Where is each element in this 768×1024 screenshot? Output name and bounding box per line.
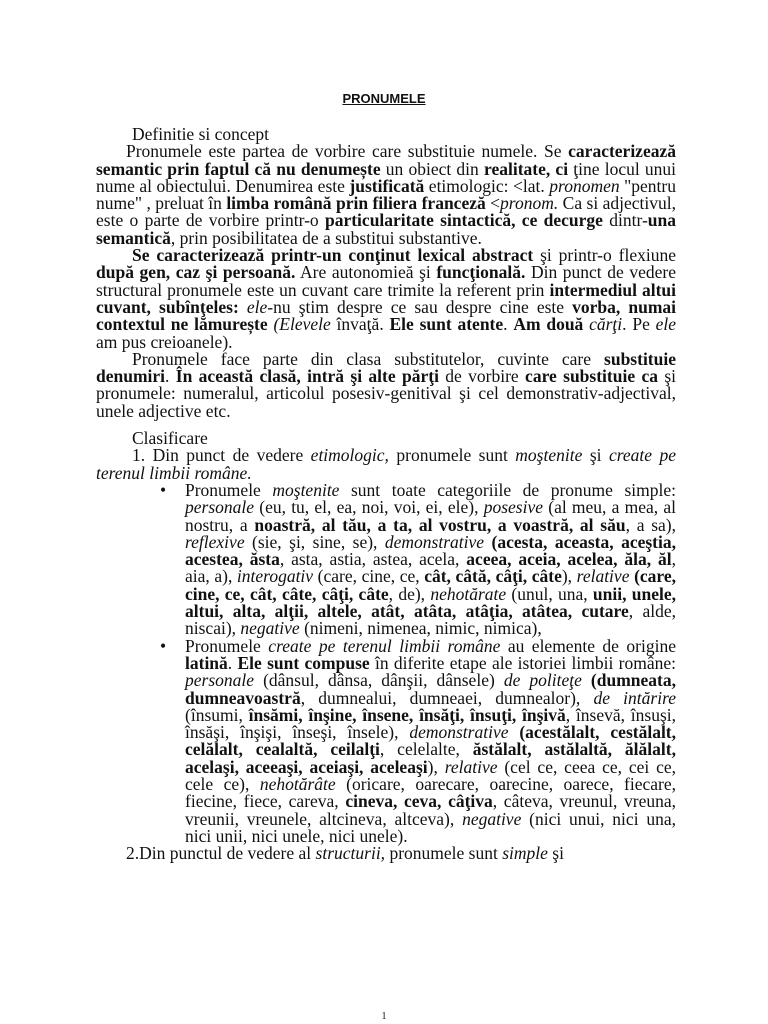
page-title: PRONUMELE [342,91,426,106]
italic-text: de politeţe [503,670,582,691]
bold-text: unii, unele, altui, alta, alţii, altele, atât, atâta, atâţia, atâtea, cutare [185,583,676,622]
italic-text: ele [246,296,268,317]
bold-text: latină [185,652,228,673]
bold-text: particularitate sintactică, ce decurge [324,210,603,231]
bold-text: cât, câtă, câţi, câte [424,566,562,587]
italic-text: structurii, [315,843,386,864]
bold-text: intermediul altui cuvant, subînţeles: [96,279,676,317]
italic-text: negative [462,808,522,829]
bold-text: limba română prin filiera franceză [226,193,486,214]
italic-text: etimologic, [310,445,389,466]
bold-text: caracterizează semantic prin faptul că nu denumește [96,141,676,179]
italic-text: (Elevele [273,314,331,335]
italic-text: create pe terenul limbii române. [96,445,676,483]
italic-text: demonstrative [384,531,485,552]
bold-text: însămi, înşine, însene, însăţi, însuţi, înşivă [248,704,566,725]
bold-text: (acesta, aceasta, aceştia, acestea, ăsta [185,531,676,570]
list-item [160,635,677,846]
page-number: 1 [381,1011,387,1022]
italic-text: pronom. [500,193,559,214]
italic-text: simple [502,843,548,864]
classification-list [96,479,677,846]
bold-text: realitate, ci [484,158,569,179]
italic-text: de intărire [593,687,677,708]
bold-text: după gen, caz şi persoană. [96,262,296,283]
italic-text: relative [444,756,498,777]
bold-text: (care, cine, ce, cât, câte, câţi, câte [185,566,677,604]
bold-text: ăstălalt, astălaltă, ălălalt, acelaşi, aceeaşi, aceiaşi, aceleaşi [185,739,676,777]
bold-text: una semantică [96,210,676,248]
bold-text: care substituie ca [525,366,658,387]
bold-text: În această clasă, intră şi alte părţi [175,366,439,387]
italic-text: reflexive [185,531,245,552]
paragraph: Pronumele este partea de vorbire care substituie numele. Se caracterizează semantic prin faptul că nu denumește un obiect din realitate, ci ţine locul unui nume al obiectului. Denumirea este justificată etimologic: <lat. pronomen "pentru nume" , preluat în limba română prin filiera franceză <pronom. Ca si adjectivul, este o parte de vorbire printr-o particularitate sintactică, ce decurge dintr-una semantică, prin posibilitatea de a substitui substantive. [96,141,677,248]
bold-text: (dumneata, dumneavoastră [185,670,676,708]
italic-text: pronomen [549,175,620,196]
section-heading-definitie: Definitie si concept [132,124,270,144]
paragraph: 2.Din punctul de vedere al structurii, pronumele sunt simple şi [126,843,564,864]
paragraph: Pronumele face parte din clasa substitutelor, cuvinte care substituie denumiri. În această clasă, intră şi alte părţi de vorbire care substituie ca şi pronumele: numeralul, articolul posesiv-genitival şi cel demonstrativ-adjectival, unele adjective etc. [96,348,676,421]
bold-text: Am două [513,314,584,335]
bullet-icon: • [160,635,167,656]
italic-text: relative [576,566,630,587]
bold-text: justificată [349,175,425,196]
bold-text: (acestălalt, cestălalt, celălalt, cealaltă, ceilalţi [185,722,677,760]
italic-text: personale [185,670,255,691]
italic-text: moştenite [515,445,583,466]
list-item-text: Pronumele moştenite sunt toate categoriile de pronume simple: personale (eu, tu, el, ea, noi, voi, ei, ele), posesive (al meu, a mea, al nostru, a noastră, al tău, a ta, al vostru, a voastră, al său, a sa), reflexive (sie, şi, sine, se), demonstrative (acesta, aceasta, aceştia, acestea, ăsta, asta, astia, astea, acela, aceea, aceia, acelea, ăla, ăl, aia, a), interogativ (care, cine, ce, cât, câtă, câţi, câte), relative (care, cine, ce, cât, câte, câţi, câte, de), nehotărate (unul, una, unii, unele, altui, alta, alţii, altele, atât, atâta, atâţia, atâtea, cutare, alde, niscai), negative (nimeni, nimenea, nimic, nimica), [185,479,677,639]
bold-text: cineva, ceva, câţiva [345,791,493,812]
italic-text: ele [655,314,677,335]
bold-text: Se caracterizează printr-un conţinut lexical abstract [132,245,534,266]
italic-text: moştenite [272,479,340,500]
italic-text: cărţi [589,314,623,335]
bold-text: aceea, aceia, acelea, ăla, ăl [466,549,672,570]
italic-text: nehotărate [430,583,507,604]
italic-text: nehotărâte [259,773,336,794]
bold-text: Ele sunt atente [389,314,504,335]
paragraph: Se caracterizează printr-un conţinut lexical abstract şi printr-o flexiune după gen, caz şi persoană. Are autonomieă şi funcţională. Din punct de vedere structural pronumele este un cuvant care trimite la referent prin intermediul altui cuvant, subînţeles: ele-nu ştim despre ce sau despre cine este vorba, numai contextul ne lămurește (Elevele învaţă. Ele sunt atente. Am două cărţi. Pe ele am pus creioanele). [96,245,677,352]
bold-text: vorba, numai contextul ne lămurește [96,296,677,335]
bold-text: funcţională. [436,262,526,283]
italic-text: posesive [483,497,544,518]
paragraph: 1. Din punct de vedere etimologic, pronumele sunt moştenite şi create pe terenul limbii române. [96,445,676,483]
bold-text: Ele sunt compuse [237,652,370,673]
list-item [160,479,677,639]
italic-text: create pe terenul limbii române [268,635,501,656]
section-heading-clasificare: Clasificare [132,428,208,449]
bold-text: substituie denumiri [96,348,676,387]
list-item-text: Pronumele create pe terenul limbii române au elemente de origine latină. Ele sunt compuse în diferite etape ale istoriei limbii române: personale (dânsul, dânsa, dânşii, dânsele) de politeţe (dumneata, dumneavoastră, dumnealui, dumneaei, dumnealor), de intărire (însumi, însămi, înşine, însene, însăţi, însuţi, înşivă, însevă, însuşi, însăşi, înşişi, înseşi, însele), demonstrative (acestălalt, cestălalt, celălalt, cealaltă, ceilalţi, celelalte, ăstălalt, astălaltă, ălălalt, acelaşi, aceeaşi, aceiaşi, aceleaşi), relative (cel ce, ceea ce, cei ce, cele ce), nehotărâte (oricare, oarecare, oarecine, oarece, fiecare, fiecine, fiece, careva, cineva, ceva, câţiva, câteva, vreunul, vreuna, vreunii, vreunele, altcineva, altceva), negative (nici unui, nici una, nici unii, nici unele, nici unele). [185,635,677,846]
bullet-icon: • [160,479,167,500]
italic-text: personale [185,497,255,518]
document-body [96,126,676,862]
italic-text: negative [240,618,300,639]
italic-text: interogativ [236,566,314,587]
bold-text: noastră, al tău, a ta, al vostru, a voastră, al său [254,514,626,535]
italic-text: demonstrative [409,722,509,743]
